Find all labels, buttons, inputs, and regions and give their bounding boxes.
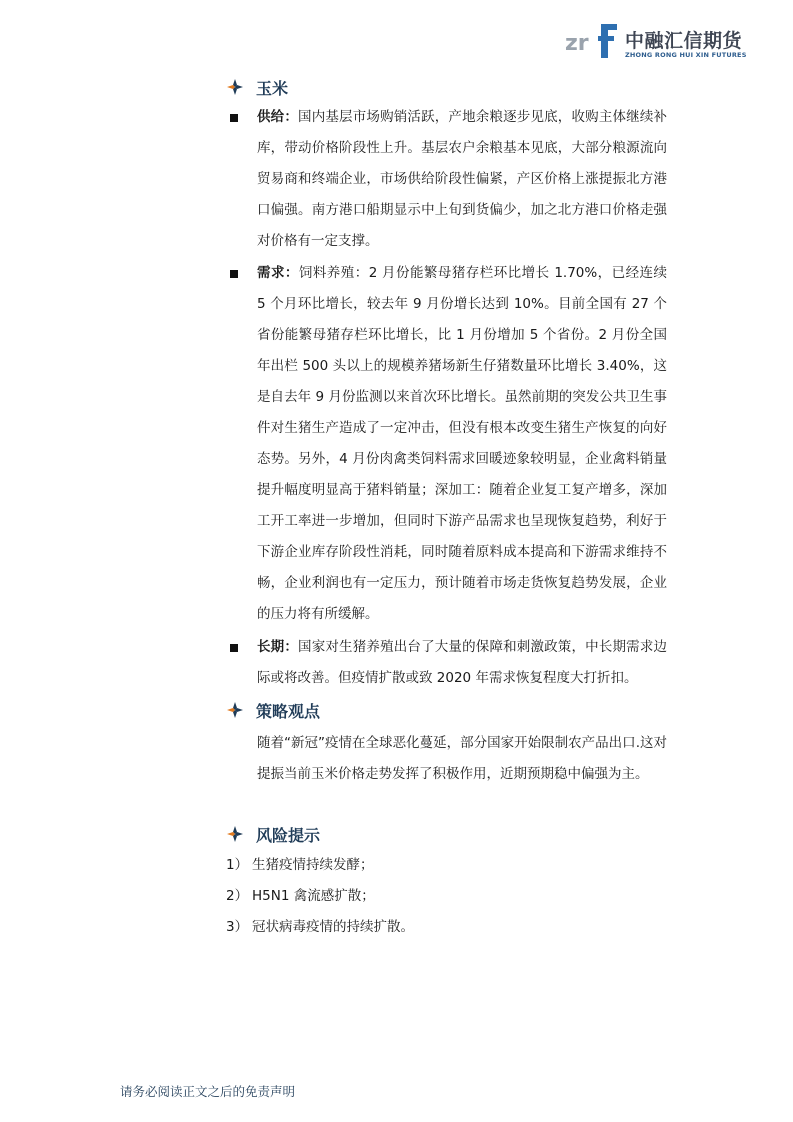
section-title: 玉米 <box>256 78 289 98</box>
zrf-logo-mark <box>565 20 621 64</box>
label-longterm: 长期： <box>257 639 299 655</box>
list-text: 冠状病毒疫情的持续扩散。 <box>252 919 414 935</box>
list-number: 2） <box>226 888 249 904</box>
svg-text:zr: zr <box>565 31 589 56</box>
company-logo <box>565 20 745 64</box>
text-supply: 国内基层市场购销活跃，产地余粮逐步见底，收购主体继续补库，带动价格阶段性上升。基层农户余粮基本见底，大部分粮源流向贸易商和终端企业，市场供给阶段性偏紧，产区价格上涨提振北方港口偏强。南方港口船期显示中上旬到货偏少，加之北方港口价格走强对价格有一定支撑。 <box>257 109 668 249</box>
text-demand: 饲料养殖：2 月份能繁母猪存栏环比增长 1.70%，已经连续 5 个月环比增长，较去年 9 月份增长达到 10%。目前全国有 27 个省份能繁母猪存栏环比增长，比 1 月份增加 5 个省份。2 月份全国年出栏 500 头以上的规模养猪场新生仔猪数量环比增长 3.40%，这是自去年 9 月份监测以来首次环比增长。虽然前期的突发公共卫生事件对生猪生产造成了一定冲击，但没有根本改变生猪生产恢复的向好态势。另外，4 月份肉禽类饲料需求回暖迹象较明显，企业禽料销量提升幅度明显高于猪料销量；深加工：随着企业复工复产增多，深加工开工率进一步增加，但同时下游产品需求也呈现恢复趋势，利好于下游企业库存阶段性消耗，同时随着原料成本提高和下游需求维持不畅，企业利润也有一定压力，预计随着市场走货恢复趋势发展，企业的压力将有所缓解。 <box>257 265 668 622</box>
paragraph-demand <box>257 258 667 630</box>
risk-list-item <box>226 881 375 912</box>
label-demand: 需求： <box>257 265 299 281</box>
diamond-bullet-icon <box>226 78 244 96</box>
section-title: 风险提示 <box>256 825 321 845</box>
diamond-bullet-icon <box>226 825 244 843</box>
risk-list-item <box>226 912 414 943</box>
section-heading-strategy <box>226 698 320 722</box>
paragraph-supply <box>257 102 667 257</box>
logo-english-name: ZHONG RONG HUI XIN FUTURES <box>625 51 747 59</box>
section-title: 策略观点 <box>256 701 321 721</box>
list-text: 生猪疫情持续发酵； <box>252 857 374 873</box>
section-heading-risk <box>226 822 320 846</box>
paragraph-longterm <box>257 632 667 694</box>
footer-disclaimer: 请务必阅读正文之后的免责声明 <box>120 1084 296 1099</box>
section-heading-corn <box>226 75 288 99</box>
paragraph-strategy <box>257 728 667 790</box>
logo-chinese-name: 中融汇信期货 <box>625 30 743 52</box>
text-strategy: 随着“新冠”疫情在全球恶化蔓延，部分国家开始限制农产品出口.这对提振当前玉米价格走势发挥了积极作用，近期预期稳中偏强为主。 <box>257 735 667 782</box>
list-text: H5N1 禽流感扩散； <box>252 888 375 904</box>
list-number: 1） <box>226 857 249 873</box>
diamond-bullet-icon <box>226 701 244 719</box>
risk-list-item <box>226 850 374 881</box>
list-number: 3） <box>226 919 249 935</box>
label-supply: 供给： <box>257 109 299 125</box>
text-longterm: 国家对生猪养殖出台了大量的保障和刺激政策，中长期需求边际或将改善。但疫情扩散或致 2020 年需求恢复程度大打折扣。 <box>257 639 668 686</box>
